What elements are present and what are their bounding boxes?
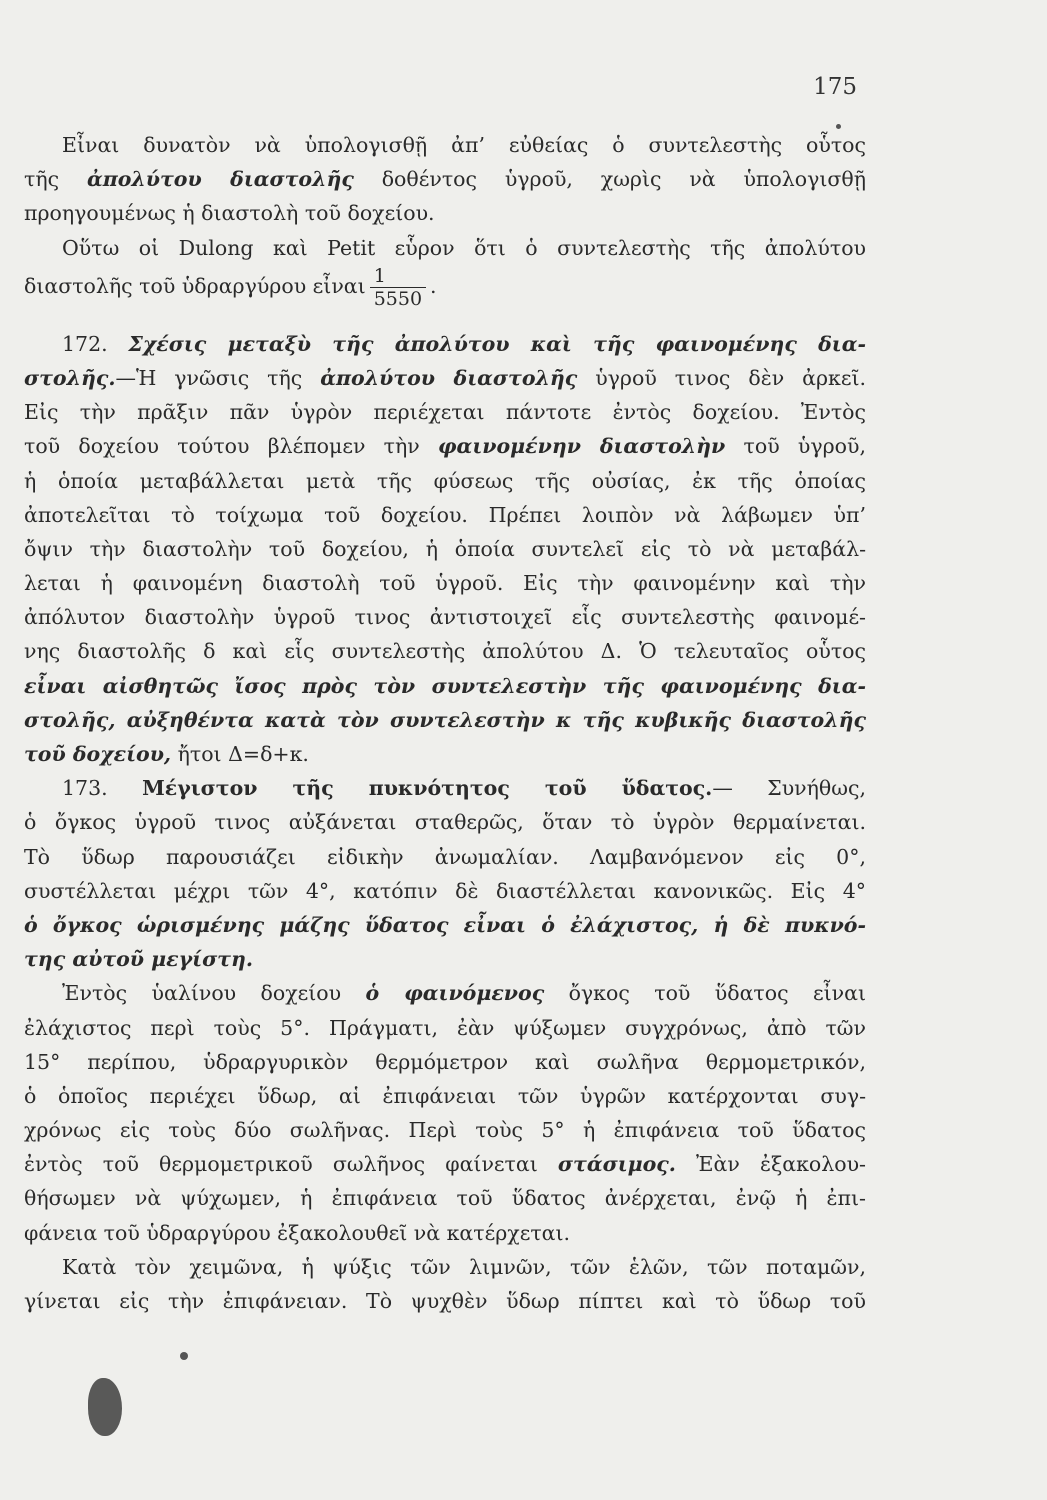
text-line: προηγουμένως ἡ διαστολὴ τοῦ δοχείου. [24,201,435,226]
text-line: ἡ ὁποία μεταβάλλεται μετὰ τῆς φύσεως τῆς οὐσίας, ἐκ τῆς ὁποίας [24,468,866,493]
text-line: ἀποτελεῖται τὸ τοίχωμα τοῦ δοχείου. Πρέπει λοιπὸν νὰ λάβωμεν ὑπ’ [24,502,866,527]
text-line: Κατὰ τὸν χειμῶνα, ἡ ψύξις τῶν λιμνῶν, τῶν ἑλῶν, τῶν ποταμῶν, [62,1254,866,1279]
text-line: τοῦ δοχείου τούτου βλέπομεν τὴν φαινομένην διαστολὴν τοῦ ὑγροῦ, [24,434,866,459]
text-line: φάνεια τοῦ ὑδραργύρου ἐξακολουθεῖ νὰ κατέρχεται. [24,1220,571,1245]
ink-blot [88,1378,122,1436]
text-line: τῆς ἀπολύτου διαστολῆς δοθέντος ὑγροῦ, χωρὶς νὰ ὑπολογισθῇ [24,167,866,192]
text-line: ἐλάχιστος περὶ τοὺς 5°. Πράγματι, ἐὰν ψύξωμεν συγχρόνως, ἀπὸ τῶν [24,1015,866,1040]
page-number: 175 [813,74,857,100]
text-line: της αὐτοῦ μεγίστη. [24,947,254,972]
text-line: συστέλλεται μέχρι τῶν 4°, κατόπιν δὲ διαστέλλεται κανονικῶς. Εἰς 4° [24,878,866,903]
text-line: στολῆς.—Ἡ γνῶσις τῆς ἀπολύτου διαστολῆς ὑγροῦ τινος δὲν ἀρκεῖ. [24,365,866,390]
text-line: ἀπόλυτον διαστολὴν ὑγροῦ τινος ἀντιστοιχεῖ εἷς συντελεστὴς φαινομέ- [24,605,866,630]
section-heading-173: 173. Μέγιστον τῆς πυκνότητος τοῦ ὕδατος.— Συνήθως, [62,776,866,801]
text-line: ἐντὸς τοῦ θερμομετρικοῦ σωλῆνος φαίνεται στάσιμος. Ἐὰν ἐξακολου- [24,1152,866,1177]
text-line: ὁ ὄγκος ὡρισμένης μάζης ὕδατος εἶναι ὁ ἐλάχιστος, ἡ δὲ πυκνό- [24,912,866,937]
text-line: χρόνως εἰς τοὺς δύο σωλῆνας. Περὶ τοὺς 5° ἡ ἐπιφάνεια τοῦ ὕδατος [24,1118,866,1143]
body-text [24,128,866,1318]
fraction: $\frac{1}{5550}$ [370,265,426,310]
text-line: διαστολῆς τοῦ ὑδραργύρου εἶναι $\frac{1}{5550}$ . [24,264,437,310]
text-line: νης διαστολῆς δ καὶ εἷς συντελεστὴς ἀπολύτου Δ. Ὁ τελευταῖος οὗτος [24,639,866,664]
text-line: ὁ ὄγκος ὑγροῦ τινος αὐξάνεται σταθερῶς, ὅταν τὸ ὑγρὸν θερμαίνεται. [24,810,866,835]
text-line: Ἐντὸς ὑαλίνου δοχείου ὁ φαινόμενος ὄγκος τοῦ ὕδατος εἶναι [62,981,866,1006]
text-line: εἶναι αἰσθητῶς ἴσος πρὸς τὸν συντελεστὴν τῆς φαινομένης δια- [24,673,866,698]
text-line: ὁ ὁποῖος περιέχει ὕδωρ, αἱ ἐπιφάνειαι τῶν ὑγρῶν κατέρχονται συγ- [24,1083,866,1108]
text-line: στολῆς, αὐξηθέντα κατὰ τὸν συντελεστὴν κ τῆς κυβικῆς διαστολῆς [24,707,866,732]
section-heading-172: 172. Σχέσις μεταξὺ τῆς ἀπολύτου καὶ τῆς φαινομένης δια- [62,331,866,356]
text-line: λεται ἡ φαινομένη διαστολὴ τοῦ ὑγροῦ. Εἰς τὴν φαινομένην καὶ τὴν [24,571,866,596]
text-line: Οὕτω οἱ Dulong καὶ Petit εὗρον ὅτι ὁ συντελεστὴς τῆς ἀπολύτου [62,235,866,260]
text-line: Εἰς τὴν πρᾶξιν πᾶν ὑγρὸν περιέχεται πάντοτε ἐντὸς δοχείου. Ἐντὸς [24,400,866,425]
text-line: Εἶναι δυνατὸν νὰ ὑπολογισθῇ ἀπ’ εὐθείας ὁ συντελεστὴς οὗτος [62,133,866,157]
text-line: Τὸ ὕδωρ παρουσιάζει εἰδικὴν ἀνωμαλίαν. Λαμβανόμενον εἰς 0°, [24,844,866,869]
emphasis: ἀπολύτου διαστολῆς [86,167,354,192]
ink-speck [180,1352,188,1360]
text-line: γίνεται εἰς τὴν ἐπιφάνειαν. Τὸ ψυχθὲν ὕδωρ πίπτει καὶ τὸ ὕδωρ τοῦ [24,1289,866,1313]
text-line: τοῦ δοχείου, ἤτοι Δ=δ+κ. [24,742,309,766]
text-line: ὄψιν τὴν διαστολὴν τοῦ δοχείου, ἡ ὁποία συντελεῖ εἰς τὸ νὰ μεταβάλ- [24,536,866,561]
text-line: θήσωμεν νὰ ψύχωμεν, ἡ ἐπιφάνεια τοῦ ὕδατος ἀνέρχεται, ἐνῷ ἡ ἐπι- [24,1186,866,1211]
text-line: 15° περίπου, ὑδραργυρικὸν θερμόμετρον καὶ σωλῆνα θερμομετρικόν, [24,1049,866,1074]
ink-speck [836,124,841,129]
